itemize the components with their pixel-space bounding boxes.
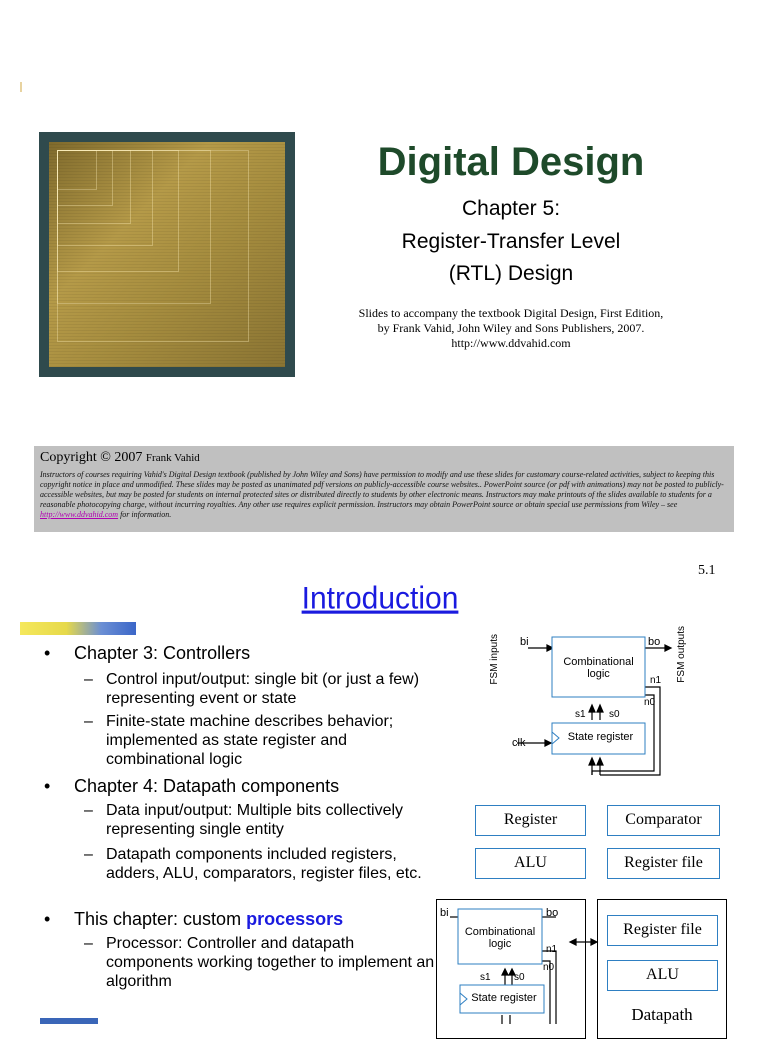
footer-accent [40, 1018, 98, 1024]
n1-label: n1 [650, 675, 662, 686]
bullet-item [44, 909, 343, 930]
output-bo-label: bo [648, 636, 661, 648]
n0-label: n0 [644, 697, 656, 708]
copyright-heading [40, 450, 728, 466]
bullet-dot: • [44, 909, 51, 929]
copyright-body-text: Instructors of courses requiring Vahid's Digital Design textbook (published by John Wiley and Sons) have permission to modify and use these slides for customary course-related activities, subject to keeping this copyright notice in place and unmodified. These slides may be posted as unanimated pdf versions on publicly-accessible course websites.. PowerPoint source (or pdf with animations) may not be posted to publicly-accessible websites, but may be posted for students on internal protected sites or distributed directly to students by other electronic means. Instructors may make printouts of the slides available to students for a reasonable photocopying charge, without incurring royalties. Any other use requires explicit permission. Instructors may obtain PowerPoint source or obtain special use permissions from Wiley – see [40, 470, 724, 509]
bullet-text: Control input/output: single bit (or just a few) representing event or state [106, 671, 420, 707]
credit-line: by Frank Vahid, John Wiley and Sons Publishers, 2007. [377, 321, 645, 335]
bullet-text: Datapath components included registers, adders, ALU, comparators, register files, etc. [106, 846, 422, 882]
bullet-highlight: processors [246, 909, 344, 929]
title-accent-bar [20, 622, 136, 635]
sub-bullet-item [84, 845, 436, 883]
processor-bo-label: bo [546, 907, 559, 919]
bullet-text: Chapter 3: Controllers [74, 643, 251, 663]
processor-s1-label: s1 [480, 972, 491, 983]
bullet-item [44, 643, 250, 664]
credit-line: Slides to accompany the textbook Digital Design, First Edition, [358, 306, 664, 320]
credit-url: http://www.ddvahid.com [451, 336, 571, 350]
slide-title: Introduction [301, 581, 459, 616]
dash: – [84, 802, 93, 819]
datapath-label: Datapath [631, 1005, 693, 1024]
processor-n1-label: n1 [546, 944, 558, 955]
cover-image [39, 132, 295, 377]
bullet-text: Chapter 4: Datapath components [74, 776, 340, 796]
register-box: Register [475, 805, 586, 836]
processor-state-register-label: State register [471, 992, 537, 1004]
input-bi-label: bi [520, 636, 529, 648]
sub-bullet-item [84, 934, 436, 991]
copyright-author: Frank Vahid [145, 452, 200, 464]
processor-n0-label: n0 [543, 962, 555, 973]
slide-title: Digital Design [377, 140, 645, 184]
s1-label: s1 [575, 709, 586, 720]
sub-bullet-item [84, 801, 436, 839]
register-file-box: Register file [607, 848, 720, 879]
sub-bullet-item [84, 670, 436, 708]
bullet-dot: • [44, 643, 51, 663]
sub-bullet-item [84, 712, 436, 769]
copyright-body-end: for information. [120, 510, 172, 519]
copyright-body [40, 470, 728, 520]
alu-box: ALU [475, 848, 586, 879]
chapter-title-line1: Register-Transfer Level [401, 230, 621, 253]
datapath-alu-box: ALU [607, 960, 718, 991]
copyright-link[interactable]: http://www.ddvahid.com [40, 510, 119, 519]
copyright-year: Copyright © 2007 [40, 450, 143, 465]
datapath-register-file-box: Register file [607, 915, 718, 946]
s0-label: s0 [609, 709, 620, 720]
dash: – [84, 671, 93, 688]
processor-bi-label: bi [440, 907, 449, 919]
dash: – [84, 713, 93, 730]
bullet-text: Finite-state machine describes behavior; implemented as state register and combinational logic [106, 713, 394, 768]
fsm-outputs-label: FSM outputs [676, 626, 687, 683]
chapter-title-line2: (RTL) Design [448, 262, 574, 285]
fsm-inputs-label: FSM inputs [489, 634, 500, 685]
comparator-box: Comparator [607, 805, 720, 836]
state-register-label: State register [567, 731, 634, 743]
comb-logic-label: Combinational logic [563, 656, 634, 680]
dash: – [84, 846, 93, 863]
bullet-dot: • [44, 776, 51, 796]
processor-s0-label: s0 [514, 972, 525, 983]
copyright-notice [34, 446, 734, 532]
slide-number: 5.1 [698, 563, 716, 578]
decorative-mark [20, 82, 22, 92]
bullet-text [74, 909, 343, 930]
dash: – [84, 935, 93, 952]
bullet-text: Processor: Controller and datapath components working together to implement an algorithm [106, 935, 435, 990]
clk-label: clk [512, 737, 526, 749]
bullet-text: Data input/output: Multiple bits collectively representing single entity [106, 802, 404, 838]
bullet-text-plain: This chapter: custom [74, 909, 247, 929]
bullet-item [44, 776, 339, 797]
chapter-label: Chapter 5: [461, 197, 561, 220]
processor-comb-logic-label: Combinational logic [464, 926, 536, 950]
